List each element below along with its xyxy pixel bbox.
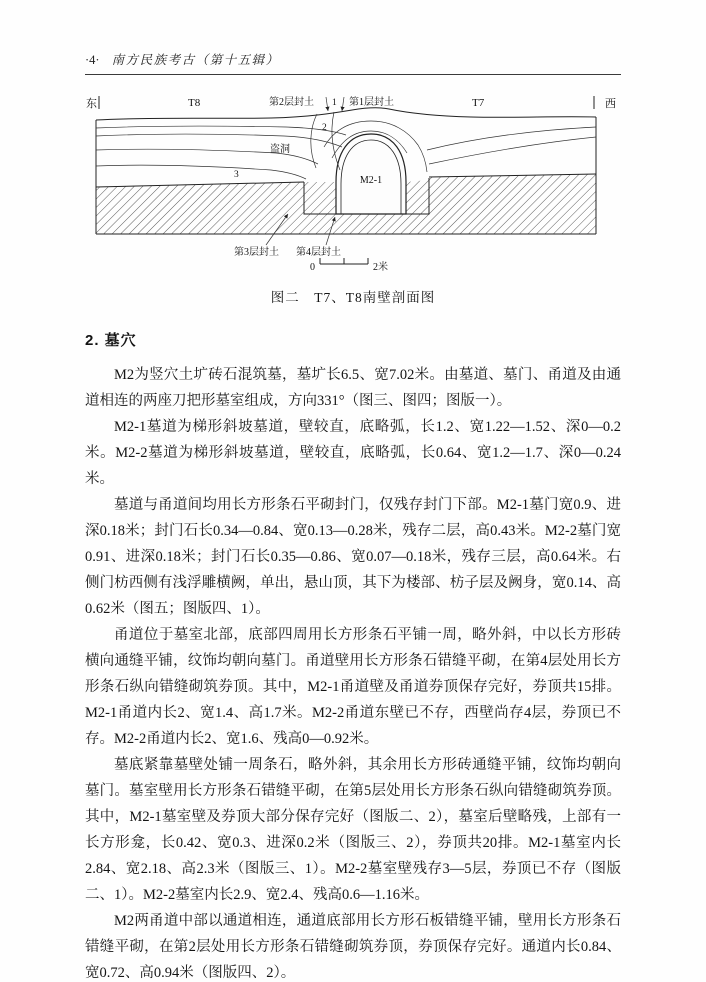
vault-outline (336, 134, 406, 214)
stratum-2-number: 2 (321, 123, 327, 133)
paragraph-6: M2两甬道中部以通道相连，通道底部用长方形石板错缝平铺，壁用长方形条石错缝平砌，在第2层处用长方形条石错缝砌筑券顶，券顶保存完好。通道内长0.84、宽0.72、高0.94米（图版四、2）。 (85, 913, 621, 981)
paragraph-5: 墓底紧靠墓壁处铺一周条石，略外斜，其余用长方形砖通缝平铺，纹饰均朝向墓门。墓室壁用长方形条石错缝平砌，在第5层处用长方形条石纵向错缝砌筑券顶。其中，M2-1墓室壁及券顶大部分保存完好（图版二、2），墓室后壁略残，上部有一长方形龛，长0.42、宽0.3、进深0.2米（图版三、2），券顶共20排。M2-1墓室内长2.84、宽2.18、高2.3米（图版三、1）。M2-2墓室壁残存3—5层，券顶已不存（图版二、1）。M2-2墓室内长2.9、宽2.4、残高0.6—1.16米。 (85, 757, 621, 903)
section-heading: 2. 墓穴 (85, 332, 137, 349)
layer3-label: 第3层封土 (233, 247, 279, 258)
west-label: 西 (604, 98, 616, 110)
page-content (85, 50, 621, 982)
tomb-m2-1-label: M2-1 (359, 175, 382, 186)
body-text (85, 362, 621, 982)
layer2-label: 第2层封土 (268, 97, 314, 108)
paragraph-4: 甬道位于墓室北部，底部四周用长方形条石平铺一周，略外斜，中以长方形砖横向通缝平铺，纹饰均朝向墓门。甬道壁用长方形条石错缝平砌，在第4层处用长方形条石纵向错缝砌筑券顶。其中，M2-1甬道壁及甬道券顶保存完好，券顶共15排。M2-1甬道内长2、宽1.4、高1.7米。M2-2甬道东壁已不存，西壁尚存4层，券顶已不存。M2-2甬道内长2、宽1.6、残高0—0.92米。 (85, 627, 621, 747)
figure-caption: 图二 T7、T8南壁剖面图 (270, 290, 436, 305)
section-figure (85, 90, 621, 306)
paragraph-2: M2-1墓道为梯形斜坡墓道，壁较直，底略弧，长1.2、宽1.22—1.52、深0—0.2米。M2-2墓道为梯形斜坡墓道，壁较直，底略弧，长0.64、宽1.2—1.7、深0—0.24米。 (85, 419, 621, 487)
scale-end-label: 2米 (372, 262, 388, 273)
scale-zero-label: 0 (309, 262, 315, 273)
stratum-3-number: 3 (233, 170, 239, 180)
layer1-leader (342, 97, 344, 111)
paragraph-3: 墓道与甬道间均用长方形条石平砌封门，仅残存封门下部。M2-1墓门宽0.9、进深0.18米；封门石长0.34—0.84、宽0.13—0.28米，残存二层，高0.43米。M2-2墓门宽0.91、进深0.18米；封门石长0.35—0.86、宽0.07—0.18米，残存三层，高0.64米。右侧门枋西侧有浅浮雕横阙，单出，悬山顶，其下为楼部、枋子层及阙身，宽0.14、高0.62米（图五；图版四、1）。 (85, 497, 621, 617)
robber-hole-left-edge (310, 114, 316, 168)
page-number: ·4· (85, 53, 100, 67)
scale-bar (310, 258, 388, 273)
trench-t7-label: T7 (471, 97, 484, 109)
journal-title: 南方民族考古（第十五辑） (111, 53, 280, 67)
stratum-1-number: 1 (331, 98, 337, 108)
page-header (85, 50, 621, 75)
layer2-leader (326, 97, 328, 111)
paragraph-1: M2为竖穴土圹砖石混筑墓，墓圹长6.5、宽7.02米。由墓道、墓门、甬道及由通道相连的两座刀把形墓室组成，方向331°（图三、图四；图版一）。 (85, 367, 621, 409)
section-profile-diagram (86, 90, 621, 275)
layer1-label: 第1层封土 (348, 97, 394, 108)
trench-t8-label: T8 (187, 97, 200, 109)
robber-hole-label: 盗洞 (269, 144, 290, 155)
tomb-vault (336, 134, 406, 214)
layer4-label: 第4层封土 (295, 247, 341, 258)
east-label: 东 (85, 98, 97, 110)
